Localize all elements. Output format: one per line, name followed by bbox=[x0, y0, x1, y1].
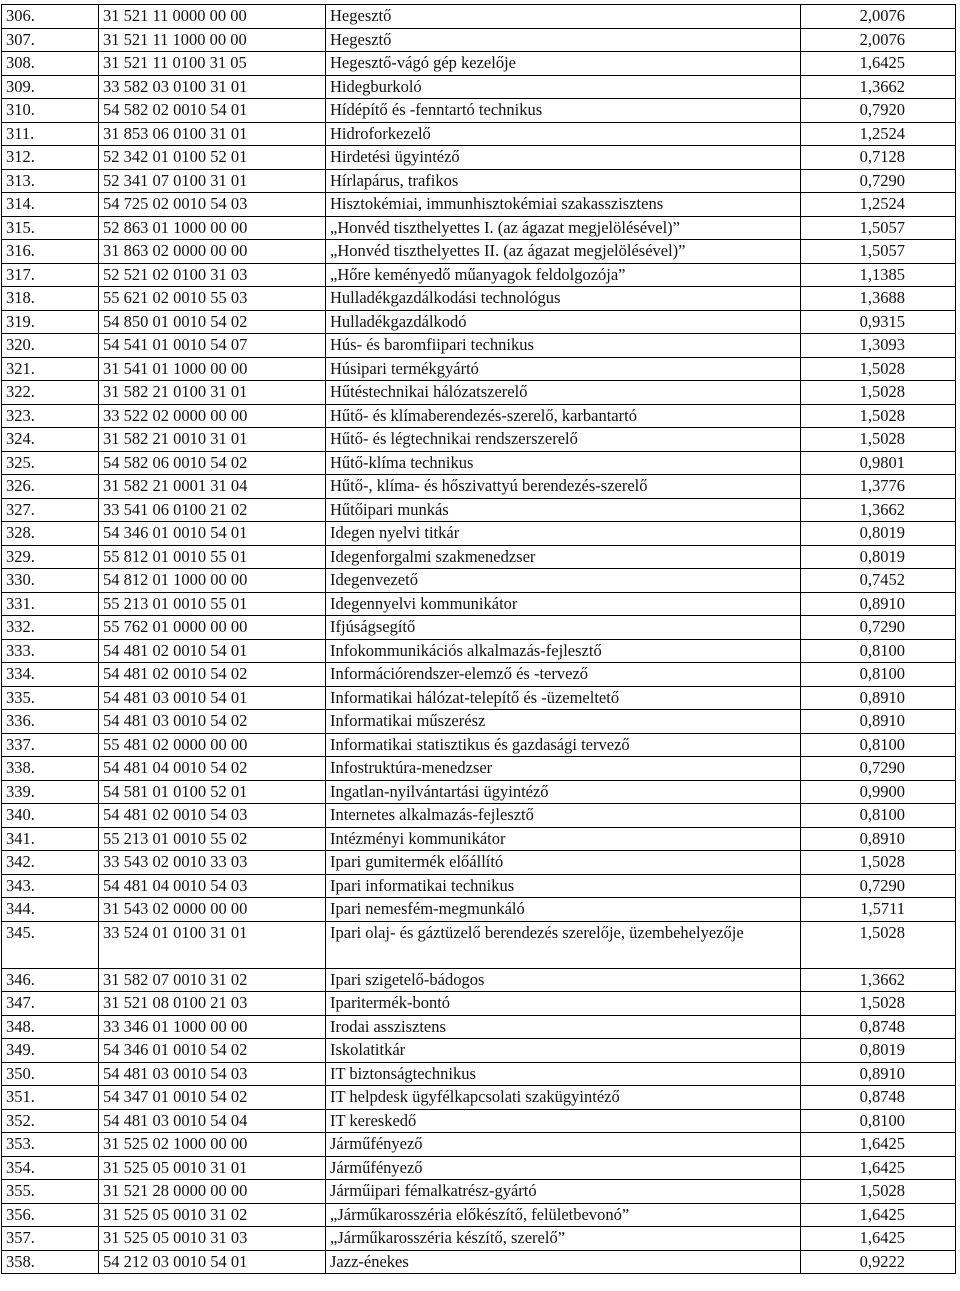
table-row bbox=[2, 851, 956, 875]
row-value: 1,3688 bbox=[801, 287, 956, 311]
row-name: Húsipari termékgyártó bbox=[326, 357, 801, 381]
table-row bbox=[2, 874, 956, 898]
row-code: 54 481 03 0010 54 02 bbox=[99, 710, 326, 734]
table-row bbox=[2, 1086, 956, 1110]
row-name: Hűtéstechnikai hálózatszerelő bbox=[326, 381, 801, 405]
row-value: 1,5028 bbox=[801, 357, 956, 381]
row-value: 0,8100 bbox=[801, 1109, 956, 1133]
row-code: 52 521 02 0100 31 03 bbox=[99, 263, 326, 287]
occupation-table bbox=[1, 4, 956, 1274]
row-name: Iparitermék-bontó bbox=[326, 992, 801, 1016]
row-number: 350. bbox=[2, 1062, 99, 1086]
row-value: 0,8748 bbox=[801, 1086, 956, 1110]
row-number: 337. bbox=[2, 733, 99, 757]
row-value: 0,7128 bbox=[801, 146, 956, 170]
row-code: 31 541 01 1000 00 00 bbox=[99, 357, 326, 381]
row-code: 54 850 01 0010 54 02 bbox=[99, 310, 326, 334]
table-row bbox=[2, 216, 956, 240]
row-name: Hegesztő bbox=[326, 28, 801, 52]
row-code: 54 812 01 1000 00 00 bbox=[99, 569, 326, 593]
row-value: 1,5028 bbox=[801, 404, 956, 428]
table-row bbox=[2, 639, 956, 663]
row-number: 349. bbox=[2, 1039, 99, 1063]
row-number: 339. bbox=[2, 780, 99, 804]
row-value: 1,6425 bbox=[801, 1203, 956, 1227]
row-number: 325. bbox=[2, 451, 99, 475]
row-name: Iskolatitkár bbox=[326, 1039, 801, 1063]
table-row bbox=[2, 522, 956, 546]
row-value: 0,8910 bbox=[801, 686, 956, 710]
row-number: 353. bbox=[2, 1133, 99, 1157]
row-value: 0,8748 bbox=[801, 1015, 956, 1039]
row-number: 333. bbox=[2, 639, 99, 663]
row-code: 55 621 02 0010 55 03 bbox=[99, 287, 326, 311]
row-value: 1,5711 bbox=[801, 898, 956, 922]
table-row bbox=[2, 1109, 956, 1133]
row-name: Informatikai műszerész bbox=[326, 710, 801, 734]
row-name: Ipari olaj- és gáztüzelő berendezés szerelője, üzembehelyezője bbox=[326, 921, 801, 968]
row-number: 316. bbox=[2, 240, 99, 264]
row-name: Hulladékgazdálkodó bbox=[326, 310, 801, 334]
row-value: 0,8019 bbox=[801, 522, 956, 546]
row-value: 1,6425 bbox=[801, 1227, 956, 1251]
row-name: „Hőre keményedő műanyagok feldolgozója” bbox=[326, 263, 801, 287]
table-row bbox=[2, 263, 956, 287]
row-name: Ipari nemesfém-megmunkáló bbox=[326, 898, 801, 922]
row-code: 31 525 05 0010 31 01 bbox=[99, 1156, 326, 1180]
table-row bbox=[2, 1039, 956, 1063]
row-name: IT biztonságtechnikus bbox=[326, 1062, 801, 1086]
row-code: 33 582 03 0100 31 01 bbox=[99, 75, 326, 99]
row-number: 332. bbox=[2, 616, 99, 640]
table-row bbox=[2, 169, 956, 193]
row-value: 1,5028 bbox=[801, 1180, 956, 1204]
table-row bbox=[2, 310, 956, 334]
row-number: 357. bbox=[2, 1227, 99, 1251]
row-name: Hulladékgazdálkodási technológus bbox=[326, 287, 801, 311]
row-code: 55 213 01 0010 55 01 bbox=[99, 592, 326, 616]
row-number: 347. bbox=[2, 992, 99, 1016]
row-name: Idegen nyelvi titkár bbox=[326, 522, 801, 546]
row-value: 0,7290 bbox=[801, 757, 956, 781]
table-row bbox=[2, 968, 956, 992]
row-number: 329. bbox=[2, 545, 99, 569]
row-code: 31 521 11 0000 00 00 bbox=[99, 5, 326, 29]
table-row bbox=[2, 733, 956, 757]
row-name: Hűtő-, klíma- és hőszivattyú berendezés-szerelő bbox=[326, 475, 801, 499]
row-number: 311. bbox=[2, 122, 99, 146]
row-value: 1,5028 bbox=[801, 381, 956, 405]
table-row bbox=[2, 663, 956, 687]
row-name: Információrendszer-elemző és -tervező bbox=[326, 663, 801, 687]
row-number: 354. bbox=[2, 1156, 99, 1180]
row-number: 318. bbox=[2, 287, 99, 311]
table-row bbox=[2, 1203, 956, 1227]
row-number: 323. bbox=[2, 404, 99, 428]
row-value: 1,3662 bbox=[801, 75, 956, 99]
row-number: 320. bbox=[2, 334, 99, 358]
row-name: Infokommunikációs alkalmazás-fejlesztő bbox=[326, 639, 801, 663]
row-number: 319. bbox=[2, 310, 99, 334]
row-number: 321. bbox=[2, 357, 99, 381]
row-value: 1,5028 bbox=[801, 428, 956, 452]
row-value: 0,8100 bbox=[801, 639, 956, 663]
row-value: 1,5057 bbox=[801, 240, 956, 264]
row-code: 55 481 02 0000 00 00 bbox=[99, 733, 326, 757]
row-number: 314. bbox=[2, 193, 99, 217]
table-body bbox=[2, 5, 956, 1274]
row-number: 317. bbox=[2, 263, 99, 287]
row-number: 344. bbox=[2, 898, 99, 922]
row-name: Idegenvezető bbox=[326, 569, 801, 593]
row-code: 54 481 02 0010 54 02 bbox=[99, 663, 326, 687]
row-number: 358. bbox=[2, 1250, 99, 1274]
table-row bbox=[2, 569, 956, 593]
table-row bbox=[2, 475, 956, 499]
row-name: Informatikai hálózat-telepítő és -üzemeltető bbox=[326, 686, 801, 710]
row-number: 356. bbox=[2, 1203, 99, 1227]
row-name: „Honvéd tiszthelyettes II. (az ágazat megjelölésével)” bbox=[326, 240, 801, 264]
row-value: 0,7290 bbox=[801, 616, 956, 640]
row-name: Ipari gumitermék előállító bbox=[326, 851, 801, 875]
row-code: 33 346 01 1000 00 00 bbox=[99, 1015, 326, 1039]
row-name: Hűtő- és légtechnikai rendszerszerelő bbox=[326, 428, 801, 452]
row-code: 54 481 03 0010 54 01 bbox=[99, 686, 326, 710]
row-code: 52 341 07 0100 31 01 bbox=[99, 169, 326, 193]
row-name: Hűtőipari munkás bbox=[326, 498, 801, 522]
row-name: Ingatlan-nyilvántartási ügyintéző bbox=[326, 780, 801, 804]
table-row bbox=[2, 1227, 956, 1251]
row-name: Járműfényező bbox=[326, 1156, 801, 1180]
table-row bbox=[2, 1156, 956, 1180]
row-name: Intézményi kommunikátor bbox=[326, 827, 801, 851]
row-code: 31 582 21 0100 31 01 bbox=[99, 381, 326, 405]
row-code: 31 863 02 0000 00 00 bbox=[99, 240, 326, 264]
row-number: 326. bbox=[2, 475, 99, 499]
row-name: Hídépítő és -fenntartó technikus bbox=[326, 99, 801, 123]
row-code: 54 582 06 0010 54 02 bbox=[99, 451, 326, 475]
row-code: 54 346 01 0010 54 02 bbox=[99, 1039, 326, 1063]
row-name: IT helpdesk ügyfélkapcsolati szakügyintéző bbox=[326, 1086, 801, 1110]
row-number: 315. bbox=[2, 216, 99, 240]
row-value: 2,0076 bbox=[801, 28, 956, 52]
row-code: 31 525 05 0010 31 02 bbox=[99, 1203, 326, 1227]
row-name: IT kereskedő bbox=[326, 1109, 801, 1133]
row-name: Jazz-énekes bbox=[326, 1250, 801, 1274]
row-name: Informatikai statisztikus és gazdasági tervező bbox=[326, 733, 801, 757]
table-row bbox=[2, 710, 956, 734]
table-row bbox=[2, 1180, 956, 1204]
row-value: 0,8019 bbox=[801, 1039, 956, 1063]
row-value: 1,6425 bbox=[801, 1156, 956, 1180]
table-row bbox=[2, 146, 956, 170]
row-code: 54 582 02 0010 54 01 bbox=[99, 99, 326, 123]
row-number: 312. bbox=[2, 146, 99, 170]
table-row bbox=[2, 827, 956, 851]
table-row bbox=[2, 357, 956, 381]
row-number: 313. bbox=[2, 169, 99, 193]
row-value: 0,7920 bbox=[801, 99, 956, 123]
table-row bbox=[2, 1133, 956, 1157]
row-value: 1,3093 bbox=[801, 334, 956, 358]
row-value: 0,7290 bbox=[801, 874, 956, 898]
row-value: 0,8100 bbox=[801, 733, 956, 757]
row-value: 2,0076 bbox=[801, 5, 956, 29]
row-name: Idegennyelvi kommunikátor bbox=[326, 592, 801, 616]
table-row bbox=[2, 498, 956, 522]
row-value: 0,8100 bbox=[801, 804, 956, 828]
row-value: 0,9900 bbox=[801, 780, 956, 804]
row-number: 322. bbox=[2, 381, 99, 405]
row-number: 343. bbox=[2, 874, 99, 898]
table-row bbox=[2, 193, 956, 217]
row-value: 1,3776 bbox=[801, 475, 956, 499]
row-number: 336. bbox=[2, 710, 99, 734]
row-value: 1,6425 bbox=[801, 1133, 956, 1157]
row-name: „Honvéd tiszthelyettes I. (az ágazat megjelölésével)” bbox=[326, 216, 801, 240]
row-name: Irodai asszisztens bbox=[326, 1015, 801, 1039]
row-code: 31 582 21 0010 31 01 bbox=[99, 428, 326, 452]
row-value: 0,8910 bbox=[801, 827, 956, 851]
row-code: 31 521 11 0100 31 05 bbox=[99, 52, 326, 76]
table-row bbox=[2, 616, 956, 640]
row-code: 54 347 01 0010 54 02 bbox=[99, 1086, 326, 1110]
row-number: 306. bbox=[2, 5, 99, 29]
table-row bbox=[2, 381, 956, 405]
row-value: 0,9315 bbox=[801, 310, 956, 334]
row-code: 31 582 07 0010 31 02 bbox=[99, 968, 326, 992]
table-row bbox=[2, 992, 956, 1016]
table-row bbox=[2, 545, 956, 569]
row-number: 340. bbox=[2, 804, 99, 828]
row-code: 31 582 21 0001 31 04 bbox=[99, 475, 326, 499]
row-code: 54 481 04 0010 54 02 bbox=[99, 757, 326, 781]
row-code: 31 543 02 0000 00 00 bbox=[99, 898, 326, 922]
row-value: 0,7290 bbox=[801, 169, 956, 193]
row-name: Hűtő- és klímaberendezés-szerelő, karbantartó bbox=[326, 404, 801, 428]
row-value: 1,5057 bbox=[801, 216, 956, 240]
row-code: 54 481 03 0010 54 04 bbox=[99, 1109, 326, 1133]
row-code: 33 543 02 0010 33 03 bbox=[99, 851, 326, 875]
row-number: 345. bbox=[2, 921, 99, 968]
row-number: 341. bbox=[2, 827, 99, 851]
row-name: Internetes alkalmazás-fejlesztő bbox=[326, 804, 801, 828]
table-row bbox=[2, 99, 956, 123]
row-code: 54 725 02 0010 54 03 bbox=[99, 193, 326, 217]
row-name: Hegesztő bbox=[326, 5, 801, 29]
row-number: 351. bbox=[2, 1086, 99, 1110]
row-code: 55 812 01 0010 55 01 bbox=[99, 545, 326, 569]
table-row bbox=[2, 804, 956, 828]
row-code: 54 541 01 0010 54 07 bbox=[99, 334, 326, 358]
row-value: 0,8100 bbox=[801, 663, 956, 687]
row-number: 348. bbox=[2, 1015, 99, 1039]
row-code: 33 541 06 0100 21 02 bbox=[99, 498, 326, 522]
table-row bbox=[2, 1062, 956, 1086]
row-value: 1,2524 bbox=[801, 122, 956, 146]
row-value: 1,1385 bbox=[801, 263, 956, 287]
table-row bbox=[2, 592, 956, 616]
table-row bbox=[2, 686, 956, 710]
row-value: 0,8019 bbox=[801, 545, 956, 569]
row-name: Ifjúságsegítő bbox=[326, 616, 801, 640]
row-number: 331. bbox=[2, 592, 99, 616]
row-value: 0,9222 bbox=[801, 1250, 956, 1274]
row-name: Járműfényező bbox=[326, 1133, 801, 1157]
row-name: Hűtő-klíma technikus bbox=[326, 451, 801, 475]
row-name: Járműipari fémalkatrész-gyártó bbox=[326, 1180, 801, 1204]
row-code: 54 581 01 0100 52 01 bbox=[99, 780, 326, 804]
table-row bbox=[2, 757, 956, 781]
row-code: 31 853 06 0100 31 01 bbox=[99, 122, 326, 146]
table-row bbox=[2, 921, 956, 968]
row-name: Infostruktúra-menedzser bbox=[326, 757, 801, 781]
row-name: Idegenforgalmi szakmenedzser bbox=[326, 545, 801, 569]
row-name: Ipari szigetelő-bádogos bbox=[326, 968, 801, 992]
row-code: 55 213 01 0010 55 02 bbox=[99, 827, 326, 851]
row-number: 330. bbox=[2, 569, 99, 593]
row-name: „Járműkarosszéria készítő, szerelő” bbox=[326, 1227, 801, 1251]
row-number: 334. bbox=[2, 663, 99, 687]
row-number: 310. bbox=[2, 99, 99, 123]
row-code: 31 525 02 1000 00 00 bbox=[99, 1133, 326, 1157]
row-number: 355. bbox=[2, 1180, 99, 1204]
row-value: 0,8910 bbox=[801, 1062, 956, 1086]
row-code: 33 524 01 0100 31 01 bbox=[99, 921, 326, 968]
table-row bbox=[2, 5, 956, 29]
row-name: „Járműkarosszéria előkészítő, felületbevonó” bbox=[326, 1203, 801, 1227]
row-value: 0,8910 bbox=[801, 710, 956, 734]
table-row bbox=[2, 287, 956, 311]
row-code: 54 481 02 0010 54 03 bbox=[99, 804, 326, 828]
table-row bbox=[2, 334, 956, 358]
row-value: 0,7452 bbox=[801, 569, 956, 593]
table-row bbox=[2, 404, 956, 428]
row-value: 1,3662 bbox=[801, 498, 956, 522]
table-row bbox=[2, 1015, 956, 1039]
row-value: 1,5028 bbox=[801, 992, 956, 1016]
table-row bbox=[2, 122, 956, 146]
table-row bbox=[2, 52, 956, 76]
row-code: 31 521 08 0100 21 03 bbox=[99, 992, 326, 1016]
row-code: 31 521 28 0000 00 00 bbox=[99, 1180, 326, 1204]
table-row bbox=[2, 451, 956, 475]
row-code: 31 525 05 0010 31 03 bbox=[99, 1227, 326, 1251]
table-row bbox=[2, 780, 956, 804]
row-code: 52 342 01 0100 52 01 bbox=[99, 146, 326, 170]
row-value: 1,2524 bbox=[801, 193, 956, 217]
row-number: 338. bbox=[2, 757, 99, 781]
row-number: 309. bbox=[2, 75, 99, 99]
row-name: Ipari informatikai technikus bbox=[326, 874, 801, 898]
row-name: Hidegburkoló bbox=[326, 75, 801, 99]
row-code: 52 863 01 1000 00 00 bbox=[99, 216, 326, 240]
row-code: 31 521 11 1000 00 00 bbox=[99, 28, 326, 52]
row-name: Hegesztő-vágó gép kezelője bbox=[326, 52, 801, 76]
row-value: 1,5028 bbox=[801, 851, 956, 875]
table-row bbox=[2, 1250, 956, 1274]
row-number: 342. bbox=[2, 851, 99, 875]
row-code: 33 522 02 0000 00 00 bbox=[99, 404, 326, 428]
row-value: 0,9801 bbox=[801, 451, 956, 475]
row-value: 1,3662 bbox=[801, 968, 956, 992]
row-number: 352. bbox=[2, 1109, 99, 1133]
row-name: Hús- és baromfiipari technikus bbox=[326, 334, 801, 358]
row-name: Hírlapárus, trafikos bbox=[326, 169, 801, 193]
row-code: 55 762 01 0000 00 00 bbox=[99, 616, 326, 640]
row-number: 327. bbox=[2, 498, 99, 522]
row-code: 54 481 02 0010 54 01 bbox=[99, 639, 326, 663]
row-code: 54 346 01 0010 54 01 bbox=[99, 522, 326, 546]
row-code: 54 481 03 0010 54 03 bbox=[99, 1062, 326, 1086]
row-code: 54 212 03 0010 54 01 bbox=[99, 1250, 326, 1274]
row-number: 324. bbox=[2, 428, 99, 452]
table-row bbox=[2, 240, 956, 264]
table-row bbox=[2, 28, 956, 52]
row-number: 308. bbox=[2, 52, 99, 76]
row-value: 1,5028 bbox=[801, 921, 956, 968]
row-number: 328. bbox=[2, 522, 99, 546]
table-row bbox=[2, 898, 956, 922]
row-number: 346. bbox=[2, 968, 99, 992]
row-number: 335. bbox=[2, 686, 99, 710]
table-row bbox=[2, 75, 956, 99]
row-name: Hisztokémiai, immunhisztokémiai szakasszisztens bbox=[326, 193, 801, 217]
row-name: Hirdetési ügyintéző bbox=[326, 146, 801, 170]
row-number: 307. bbox=[2, 28, 99, 52]
row-name: Hidroforkezelő bbox=[326, 122, 801, 146]
row-value: 1,6425 bbox=[801, 52, 956, 76]
row-value: 0,8910 bbox=[801, 592, 956, 616]
table-row bbox=[2, 428, 956, 452]
row-code: 54 481 04 0010 54 03 bbox=[99, 874, 326, 898]
